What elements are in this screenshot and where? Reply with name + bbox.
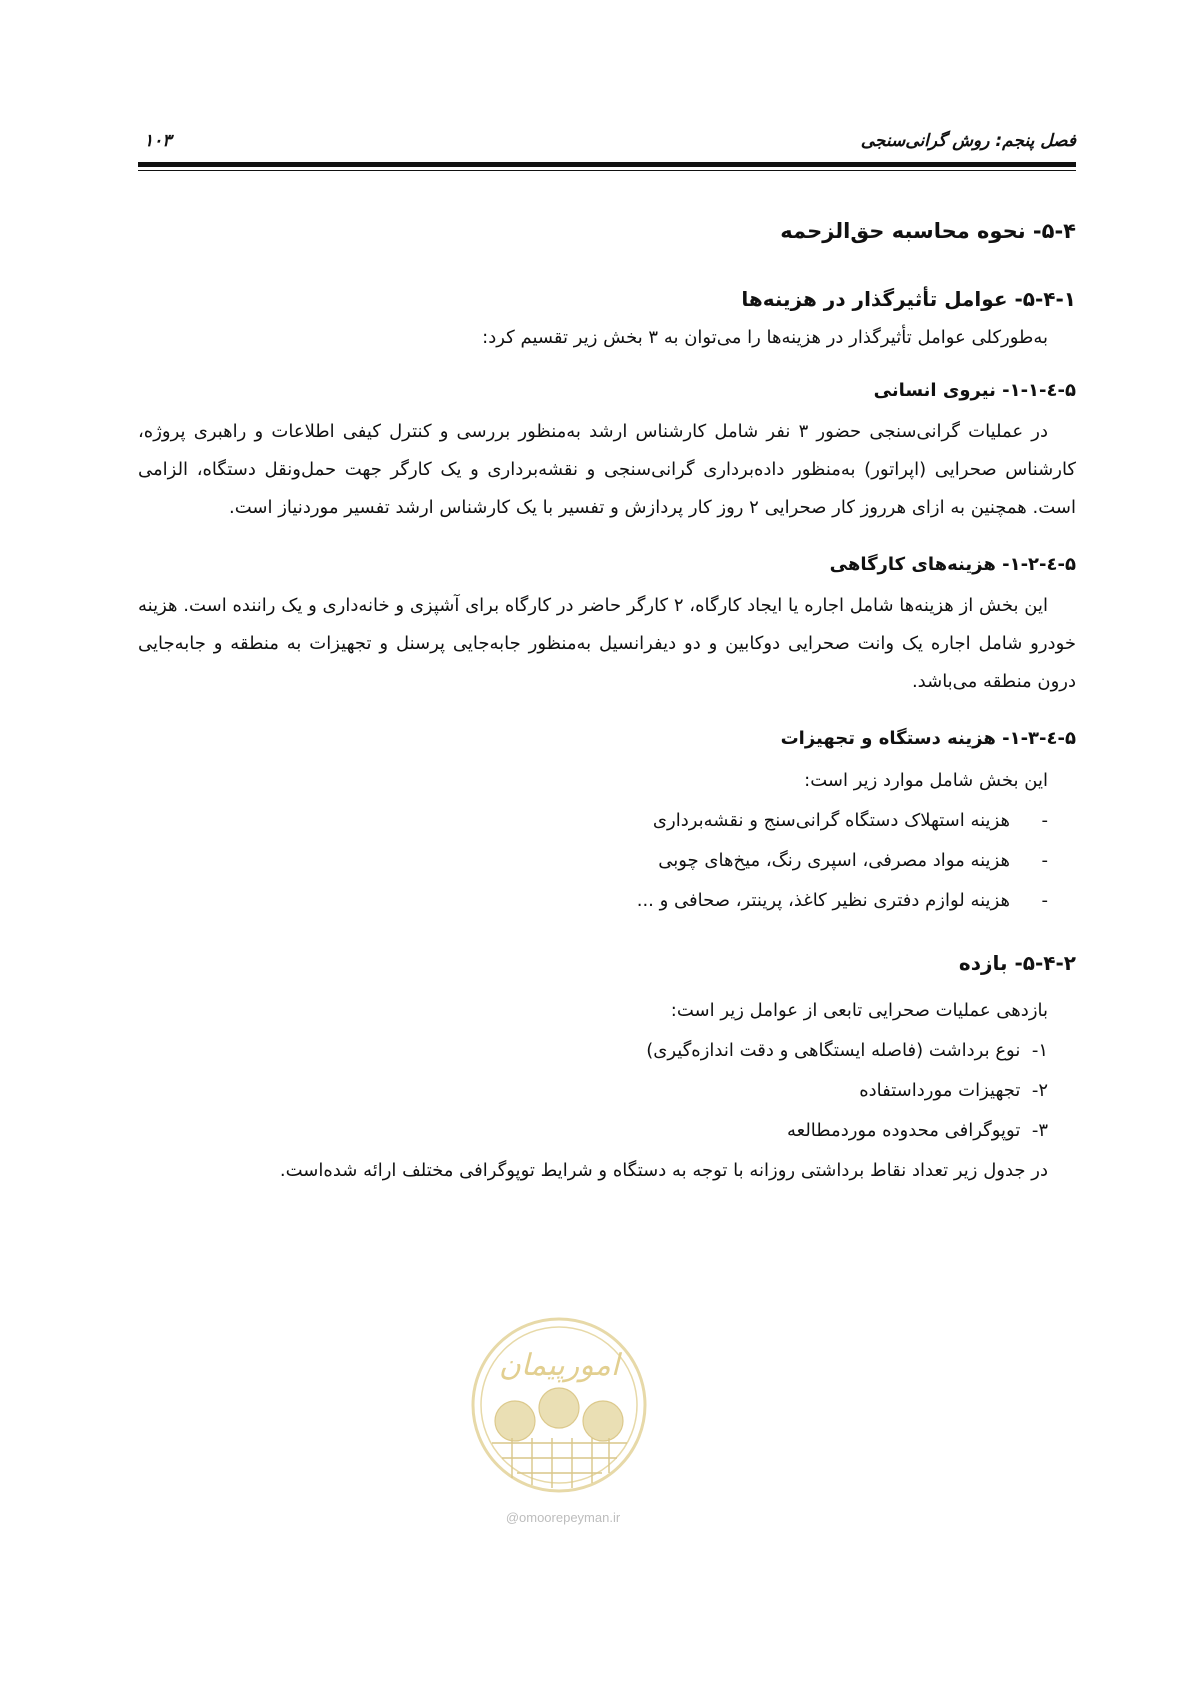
chapter-title: فصل پنجم: روش گرانی‌سنجی [860, 131, 1076, 151]
list-item: ۱- نوع برداشت (فاصله ایستگاهی و دقت اندازه‌گیری) [646, 1040, 1048, 1061]
section-heading-5-4: ۵-۴- نحوه محاسبه حق‌الزحمه [780, 219, 1076, 243]
page-header [138, 126, 1076, 166]
header-rule-thick [138, 162, 1076, 167]
watermark-url: @omoorepeyman.ir [505, 1510, 621, 1525]
watermark-seal [467, 1313, 652, 1498]
section-heading-5-4-1-3: ۵-٤-۱-۳- هزینه دستگاه و تجهیزات [780, 728, 1076, 749]
dash-bullet: - [1041, 850, 1048, 871]
section-5-4-2-closing: در جدول زیر تعداد نقاط برداشتی روزانه با توجه به دستگاه و شرایط توپوگرافی مختلف ارائه شده‌است. [279, 1160, 1048, 1181]
list-item: ۲- تجهیزات مورداستفاده [859, 1080, 1048, 1101]
header-rule-thin [138, 170, 1076, 171]
list-item: -هزینه لوازم دفتری نظیر کاغذ، پرینتر، صحافی و ... [138, 881, 1048, 921]
section-5-4-1-1-body: در عملیات گرانی‌سنجی حضور ۳ نفر شامل کارشناس ارشد به‌منظور بررسی و کنترل کیفی اطلاعات و راهبری پروژه، کارشناس صحرایی (اپراتور) به‌منظور داده‌برداری گرانی‌سنجی و نقشه‌برداری و یک کارگر جهت حمل‌ونقل دستگاه، الزامی است. همچنین به ازای هرروز کار صحرایی ۲ روز کار پردازش و تفسیر با یک کارشناس ارشد تفسیر موردنیاز است. [138, 421, 1076, 518]
dash-bullet: - [1041, 810, 1048, 831]
section-5-4-2-intro: بازدهی عملیات صحرایی تابعی از عوامل زیر است: [670, 1000, 1048, 1021]
page-number: ۱۰۳ [144, 131, 172, 151]
dash-bullet: - [1041, 890, 1048, 911]
equipment-cost-list [138, 801, 1076, 921]
section-heading-5-4-2: ۵-۴-۲- بازده [958, 951, 1076, 975]
section-5-4-1-2-body: این بخش از هزینه‌ها شامل اجاره یا ایجاد کارگاه، ۲ کارگر حاضر در کارگاه برای آشپزی و خانه‌داری و یک راننده است. هزینه خودرو شامل اجاره یک وانت صحرایی دوکابین و دو دیفرانسیل به‌منظور جابه‌جایی پرسنل و تجهیزات به منطقه و جابه‌جایی درون منطقه می‌باشد. [138, 595, 1076, 692]
efficiency-factors-list [138, 1031, 1076, 1151]
list-item: ۳- توپوگرافی محدوده موردمطالعه [786, 1120, 1048, 1141]
section-heading-5-4-1: ۵-۴-۱- عوامل تأثیرگذار در هزینه‌ها [741, 287, 1076, 311]
page-content [138, 215, 1076, 1191]
seal-logotype: امورپیمان [498, 1348, 620, 1383]
list-item: -هزینه مواد مصرفی، اسپری رنگ، میخ‌های چوبی [138, 841, 1048, 881]
section-heading-5-4-1-2: ۵-٤-۱-۲- هزینه‌های کارگاهی [829, 554, 1076, 575]
section-5-4-1-intro: به‌طورکلی عوامل تأثیرگذار در هزینه‌ها را می‌توان به ۳ بخش زیر تقسیم کرد: [482, 327, 1048, 348]
list-item: -هزینه استهلاک دستگاه گرانی‌سنج و نقشه‌برداری [138, 801, 1048, 841]
section-5-4-1-3-intro: این بخش شامل موارد زیر است: [804, 770, 1048, 791]
section-heading-5-4-1-1: ۵-٤-۱-۱- نیروی انسانی [873, 380, 1076, 401]
